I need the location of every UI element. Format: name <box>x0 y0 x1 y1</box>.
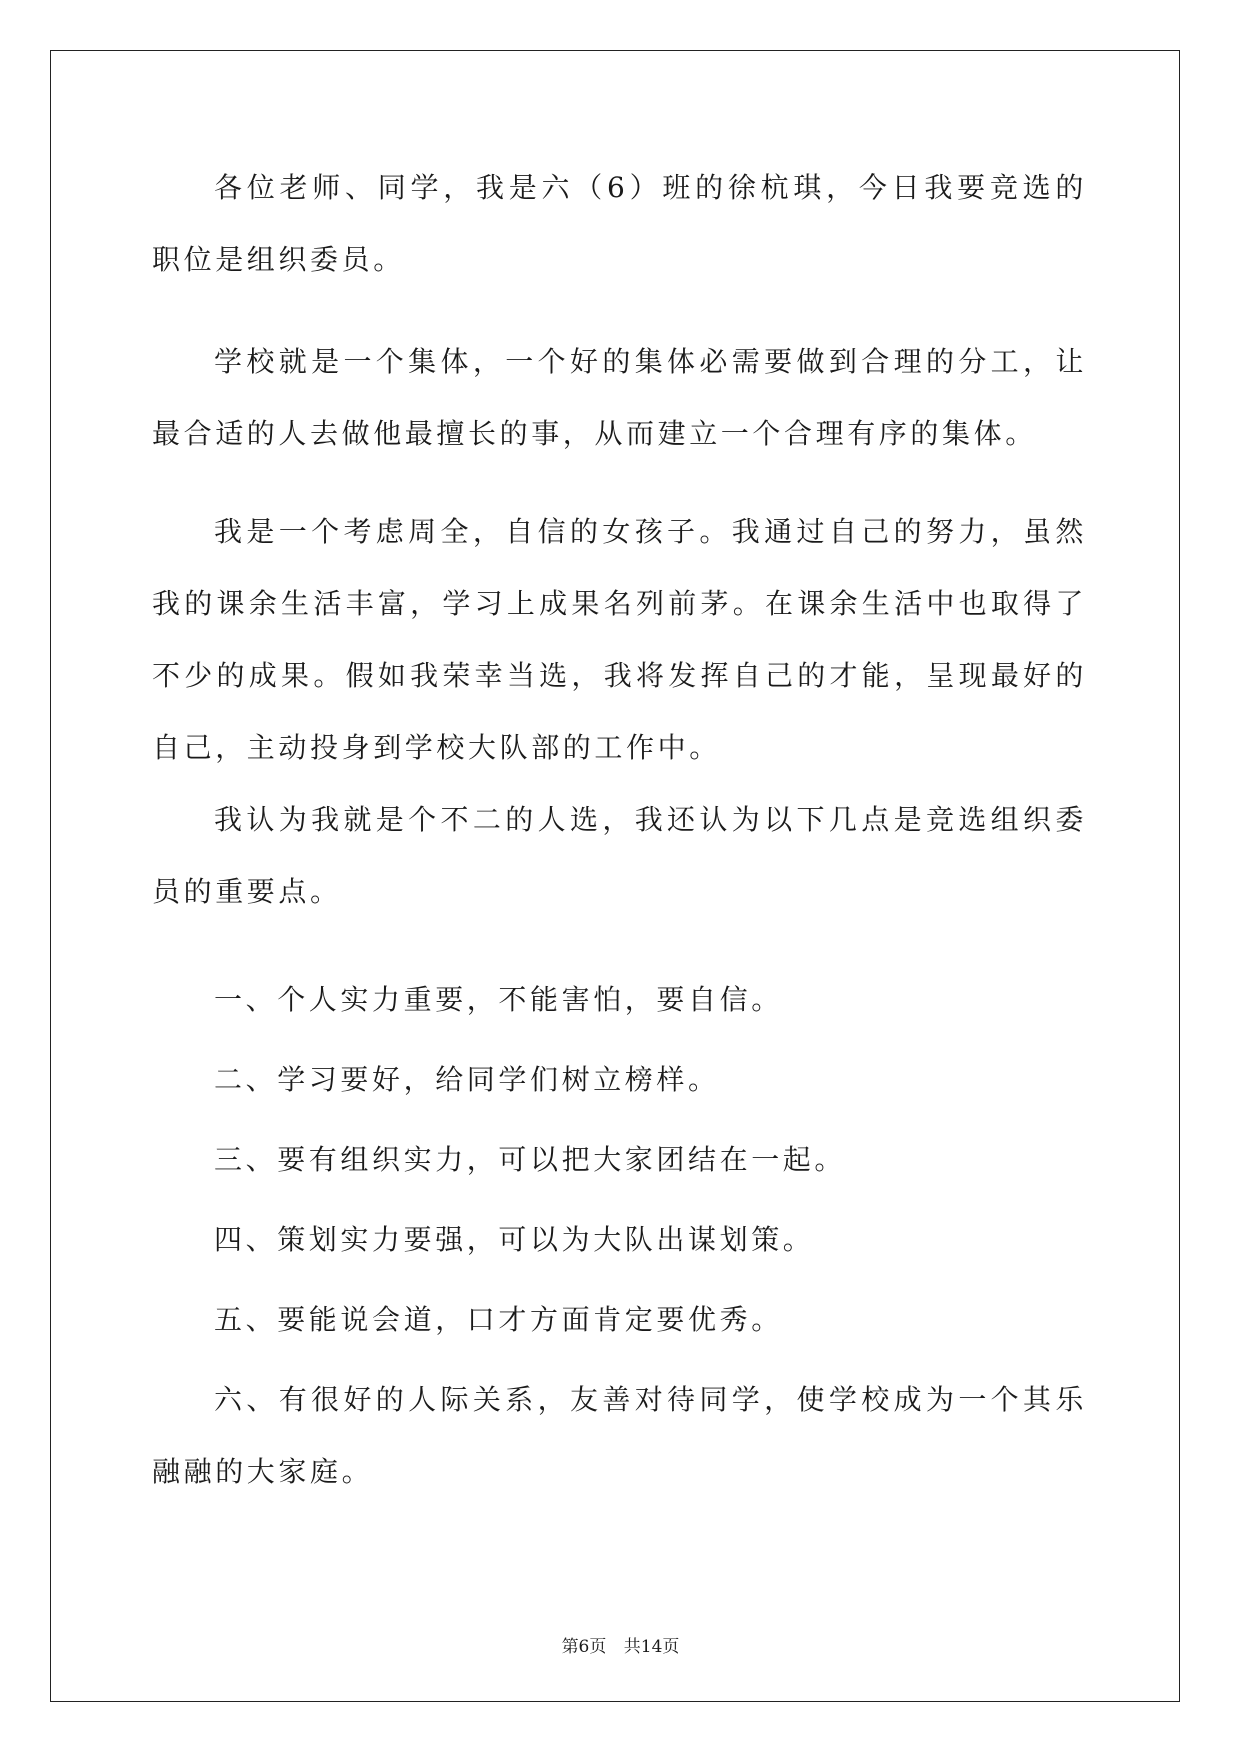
page-total: 共14页 <box>623 1637 680 1657</box>
page-number: 第6页 <box>561 1637 607 1657</box>
paragraph-10: 六、有很好的人际关系，友善对待同学，使学校成为一个其乐融融的大家庭。 <box>152 1383 1087 1488</box>
page-footer <box>0 1632 1241 1657</box>
paragraph-8: 四、策划实力要强，可以为大队出谋划策。 <box>214 1223 815 1256</box>
paragraph-3: 我是一个考虑周全，自信的女孩子。我通过自己的努力，虽然我的课余生活丰富，学习上成果名列前茅。在课余生活中也取得了不少的成果。假如我荣幸当选，我将发挥自己的才能，呈现最好的自己，主动投身到学校大队部的工作中。 <box>152 515 1087 764</box>
paragraph-2: 学校就是一个集体，一个好的集体必需要做到合理的分工，让最合适的人去做他最擅长的事，从而建立一个合理有序的集体。 <box>152 345 1087 450</box>
paragraph-4: 我认为我就是个不二的人选，我还认为以下几点是竞选组织委员的重要点。 <box>152 803 1087 908</box>
paragraph-1: 各位老师、同学，我是六（6）班的徐杭琪，今日我要竞选的职位是组织委员。 <box>152 171 1087 276</box>
paragraph-5: 一、个人实力重要，不能害怕，要自信。 <box>214 983 783 1016</box>
paragraph-9: 五、要能说会道，口才方面肯定要优秀。 <box>214 1303 783 1336</box>
paragraph-6: 二、学习要好，给同学们树立榜样。 <box>214 1063 720 1096</box>
paragraph-7: 三、要有组织实力，可以把大家团结在一起。 <box>214 1143 847 1176</box>
